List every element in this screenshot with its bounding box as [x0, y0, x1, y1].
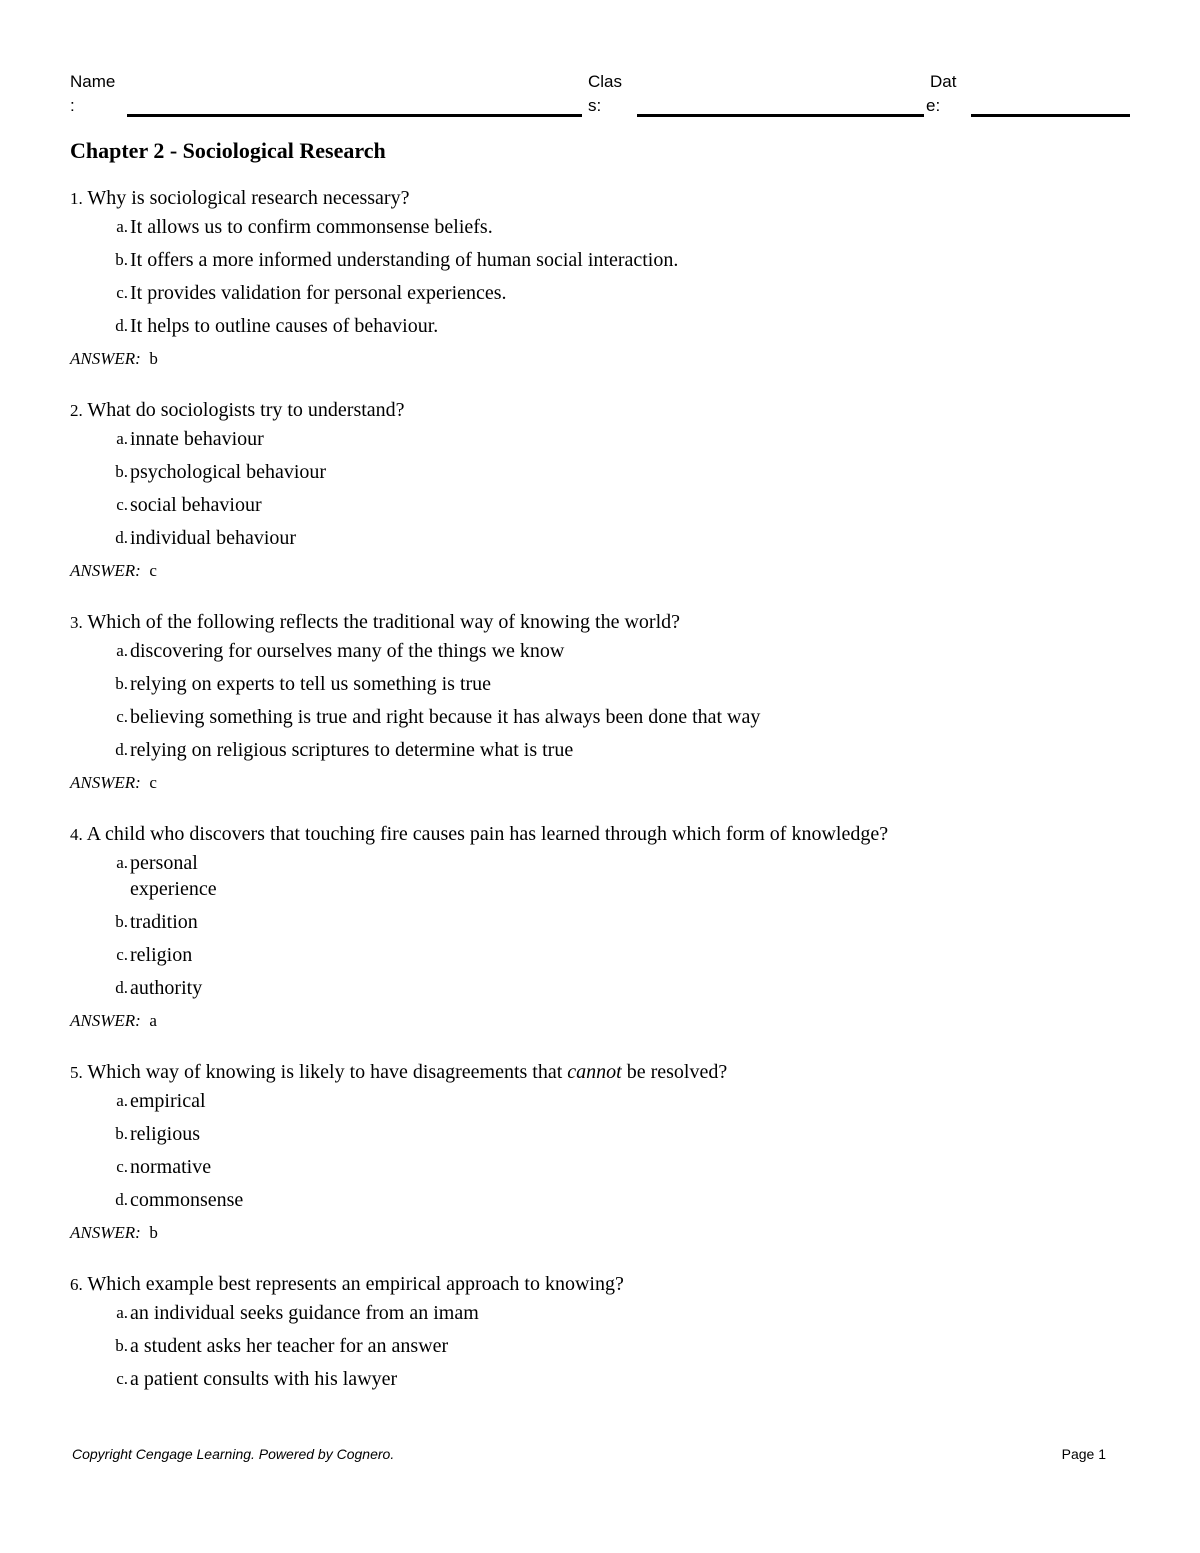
question-text: Why is sociological research necessary? [87, 187, 410, 209]
option-letter: a. [116, 1303, 128, 1322]
question-3 [70, 607, 1130, 796]
question-stem [70, 819, 1130, 850]
option-text: believing something is true and right because it has always been done that way [130, 706, 761, 728]
option-c[interactable] [70, 1366, 1130, 1392]
option-letter: b. [115, 1336, 128, 1355]
question-stem [70, 183, 1130, 214]
option-text: tradition [130, 911, 198, 933]
option-a[interactable] [70, 850, 1130, 902]
answer-line [70, 558, 1130, 584]
name-label-bottom: : [70, 96, 75, 115]
name-field-line[interactable] [127, 114, 582, 117]
class-field-line[interactable] [637, 114, 924, 117]
option-text: individual behaviour [130, 527, 297, 549]
option-letter: a. [116, 853, 128, 872]
option-text: personal experience [130, 852, 217, 900]
option-letter: b. [115, 674, 128, 693]
option-a[interactable] [70, 1088, 1130, 1114]
answer-label: ANSWER: [70, 561, 141, 580]
question-2 [70, 395, 1130, 584]
question-5 [70, 1057, 1130, 1246]
option-letter: d. [115, 1190, 128, 1209]
option-letter: b. [115, 250, 128, 269]
option-letter: b. [115, 1124, 128, 1143]
answer-label: ANSWER: [70, 349, 141, 368]
option-a[interactable] [70, 426, 1130, 452]
question-text: A child who discovers that touching fire causes pain has learned through which form of knowledge? [86, 823, 889, 845]
option-text: It provides validation for personal experiences. [130, 282, 507, 304]
question-number: 2. [70, 401, 83, 420]
answer-value: b [149, 1223, 158, 1242]
date-label-top: Dat [930, 72, 957, 91]
option-b[interactable] [70, 1333, 1130, 1359]
option-d[interactable] [70, 1187, 1130, 1213]
option-letter: c. [116, 707, 128, 726]
answer-line [70, 1008, 1130, 1034]
option-letter: a. [116, 641, 128, 660]
option-d[interactable] [70, 737, 1130, 763]
option-letter: d. [115, 528, 128, 547]
answer-label: ANSWER: [70, 773, 141, 792]
option-c[interactable] [70, 1154, 1130, 1180]
option-text: relying on religious scriptures to determine what is true [130, 739, 574, 761]
option-text: religion [130, 944, 193, 966]
answer-line [70, 770, 1130, 796]
header-fields [0, 70, 1200, 120]
option-a[interactable] [70, 214, 1130, 240]
question-text: Which example best represents an empirical approach to knowing? [87, 1273, 624, 1295]
option-text: It allows us to confirm commonsense beliefs. [130, 216, 493, 238]
option-text: an individual seeks guidance from an imam [130, 1302, 479, 1324]
option-d[interactable] [70, 313, 1130, 339]
option-c[interactable] [70, 492, 1130, 518]
option-text: religious [130, 1123, 200, 1145]
option-text: empirical [130, 1090, 206, 1112]
option-letter: d. [115, 316, 128, 335]
question-1 [70, 183, 1130, 372]
answer-value: c [149, 561, 157, 580]
name-label-top: Name [70, 72, 116, 91]
question-stem [70, 1269, 1130, 1300]
question-number: 4. [70, 825, 83, 844]
option-text: social behaviour [130, 494, 262, 516]
question-text-after: be resolved? [621, 1061, 728, 1083]
option-text: relying on experts to tell us something is true [130, 673, 492, 695]
chapter-title: Chapter 2 - Sociological Research [70, 138, 386, 163]
option-d[interactable] [70, 975, 1130, 1001]
option-text: a student asks her teacher for an answer [130, 1335, 449, 1357]
question-text: Which of the following reflects the traditional way of knowing the world? [87, 611, 680, 633]
answer-value: c [149, 773, 157, 792]
option-a[interactable] [70, 638, 1130, 664]
option-letter: a. [116, 217, 128, 236]
question-stem [70, 395, 1130, 426]
option-c[interactable] [70, 280, 1130, 306]
question-number: 1. [70, 189, 83, 208]
question-stem [70, 1057, 1130, 1088]
question-text-before: Which way of knowing is likely to have disagreements that [87, 1061, 568, 1083]
option-text: It helps to outline causes of behaviour. [130, 315, 439, 337]
class-label-bottom: s: [588, 96, 602, 115]
answer-line [70, 1220, 1130, 1246]
option-letter: c. [116, 945, 128, 964]
question-number: 6. [70, 1275, 83, 1294]
option-b[interactable] [70, 1121, 1130, 1147]
option-letter: b. [115, 912, 128, 931]
option-text: normative [130, 1156, 212, 1178]
option-text: discovering for ourselves many of the things we know [130, 640, 565, 662]
option-b[interactable] [70, 909, 1130, 935]
copyright-text: Copyright Cengage Learning. Powered by Cognero. [72, 1446, 395, 1462]
option-letter: d. [115, 740, 128, 759]
question-4 [70, 819, 1130, 1034]
option-b[interactable] [70, 459, 1130, 485]
answer-value: a [149, 1011, 157, 1030]
option-letter: c. [116, 1369, 128, 1388]
question-text: What do sociologists try to understand? [87, 399, 405, 421]
class-label-top: Clas [588, 72, 623, 91]
option-letter: c. [116, 495, 128, 514]
option-c[interactable] [70, 704, 1130, 730]
date-field-line[interactable] [971, 114, 1130, 117]
option-text: innate behaviour [130, 428, 264, 450]
question-number: 5. [70, 1063, 83, 1082]
question-6 [70, 1269, 1130, 1392]
option-b[interactable] [70, 247, 1130, 273]
option-b[interactable] [70, 671, 1130, 697]
option-letter: c. [116, 283, 128, 302]
option-a[interactable] [70, 1300, 1130, 1326]
option-text: psychological behaviour [130, 461, 327, 483]
question-text-emphasis: cannot [567, 1061, 622, 1083]
option-letter: c. [116, 1157, 128, 1176]
option-letter: a. [116, 429, 128, 448]
option-letter: d. [115, 978, 128, 997]
option-text: a patient consults with his lawyer [130, 1368, 398, 1390]
option-text: commonsense [130, 1189, 244, 1211]
date-label-bottom: e: [926, 96, 941, 115]
option-c[interactable] [70, 942, 1130, 968]
option-text: authority [130, 977, 203, 999]
option-letter: b. [115, 462, 128, 481]
option-text: It offers a more informed understanding of human social interaction. [130, 249, 679, 271]
answer-value: b [149, 349, 158, 368]
answer-label: ANSWER: [70, 1011, 141, 1030]
option-d[interactable] [70, 525, 1130, 551]
answer-label: ANSWER: [70, 1223, 141, 1242]
page-number: Page 1 [1061, 1446, 1106, 1462]
question-stem [70, 607, 1130, 638]
question-list [70, 183, 1130, 1415]
option-letter: a. [116, 1091, 128, 1110]
answer-line [70, 346, 1130, 372]
question-number: 3. [70, 613, 83, 632]
